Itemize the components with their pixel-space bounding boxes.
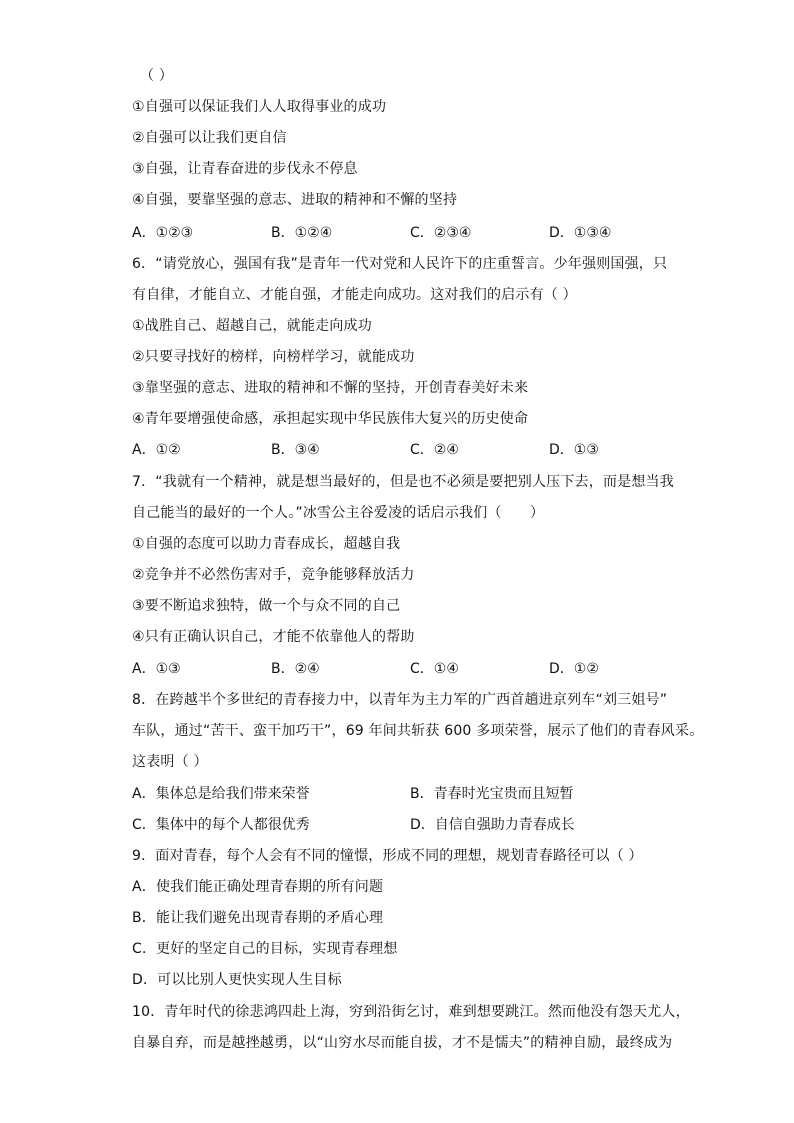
q5-option-d: D．①③④ bbox=[549, 225, 612, 241]
q8-option-a: A．集体总是给我们带来荣誉 bbox=[132, 786, 310, 802]
q9-option-d: D．可以比别人更快实现人生目标 bbox=[132, 972, 342, 988]
q5-answer-paren: （ ） bbox=[140, 68, 174, 84]
q8-option-c: C．集体中的每个人都很优秀 bbox=[132, 817, 310, 833]
q7-item-3: ③要不断追求独特，做一个与众不同的自己 bbox=[132, 598, 401, 614]
q7-option-b: B．②④ bbox=[271, 661, 320, 677]
q9-option-c: C．更好的坚定自己的目标，实现青春理想 bbox=[132, 941, 398, 957]
q6-option-a: A．①② bbox=[132, 442, 181, 458]
q6-option-c: C．②④ bbox=[410, 442, 459, 458]
q6-option-d: D．①③ bbox=[549, 442, 599, 458]
q5-item-2: ②自强可以让我们更自信 bbox=[132, 130, 287, 146]
q7-stem-line-1: 7．“我就有一个精神，就是想当最好的，但是也不必须是要把别人压下去，而是想当我 bbox=[132, 474, 674, 490]
q7-item-2: ②竞争并不必然伤害对手，竞争能够释放活力 bbox=[132, 567, 415, 583]
q7-item-4: ④只有正确认识自己，才能不依靠他人的帮助 bbox=[132, 629, 415, 645]
q10-stem-line-1: 10．青年时代的徐悲鸿四赴上海，穷到沿街乞讨，难到想要跳江。然而他没有怨天尤人， bbox=[132, 1004, 690, 1020]
q9-stem: 9．面对青春，每个人会有不同的憧憬，形成不同的理想，规划青春路径可以（ ） bbox=[132, 848, 643, 864]
q5-item-1: ①自强可以保证我们人人取得事业的成功 bbox=[132, 99, 387, 115]
q5-item-4: ④自强，要靠坚强的意志、进取的精神和不懈的坚持 bbox=[132, 192, 458, 208]
q8-stem-line-3: 这表明（ ） bbox=[132, 754, 208, 770]
q6-stem-line-2: 有自律，才能自立、才能自强，才能走向成功。这对我们的启示有（ ） bbox=[132, 287, 577, 303]
q7-option-d: D．①② bbox=[549, 661, 599, 677]
q7-option-a: A．①③ bbox=[132, 661, 181, 677]
q10-stem-line-2: 自暴自弃，而是越挫越勇，以“山穷水尽而能自拔，才不是懦夫”的精神自励，最终成为 bbox=[132, 1035, 673, 1051]
q6-option-b: B．③④ bbox=[271, 442, 320, 458]
q8-stem-line-2: 车队，通过“苦干、蛮干加巧干”，69 年间共斩获 600 多项荣誉，展示了他们的青春风采。 bbox=[132, 723, 704, 739]
q8-option-d: D．自信自强助力青春成长 bbox=[410, 817, 575, 833]
q5-option-a: A．①②③ bbox=[132, 225, 194, 241]
q6-item-3: ③靠坚强的意志、进取的精神和不懈的坚持，开创青春美好未来 bbox=[132, 380, 529, 396]
q5-option-c: C．②③④ bbox=[410, 225, 472, 241]
q6-item-1: ①战胜自己、超越自己，就能走向成功 bbox=[132, 318, 372, 334]
q6-stem-line-1: 6．“请党放心，强国有我”是青年一代对党和人民许下的庄重誓言。少年强则国强，只 bbox=[132, 256, 668, 272]
q5-option-b: B．①②④ bbox=[271, 225, 333, 241]
q7-stem-line-2: 自己能当的最好的一个人。”冰雪公主谷爱凌的话启示我们（ ） bbox=[132, 505, 545, 521]
q8-option-b: B．青春时光宝贵而且短暂 bbox=[410, 786, 574, 802]
q9-option-a: A．使我们能正确处理青春期的所有问题 bbox=[132, 879, 384, 895]
q6-item-2: ②只要寻找好的榜样，向榜样学习，就能成功 bbox=[132, 349, 415, 365]
q8-stem-line-1: 8．在跨越半个多世纪的青春接力中，以青年为主力军的广西首趟进京列车“刘三姐号” bbox=[132, 692, 668, 708]
q5-item-3: ③自强，让青春奋进的步伐永不停息 bbox=[132, 161, 358, 177]
q9-option-b: B．能让我们避免出现青春期的矛盾心理 bbox=[132, 910, 384, 926]
q7-item-1: ①自强的态度可以助力青春成长，超越自我 bbox=[132, 536, 401, 552]
q6-item-4: ④青年要增强使命感，承担起实现中华民族伟大复兴的历史使命 bbox=[132, 411, 529, 427]
q7-option-c: C．①④ bbox=[410, 661, 459, 677]
